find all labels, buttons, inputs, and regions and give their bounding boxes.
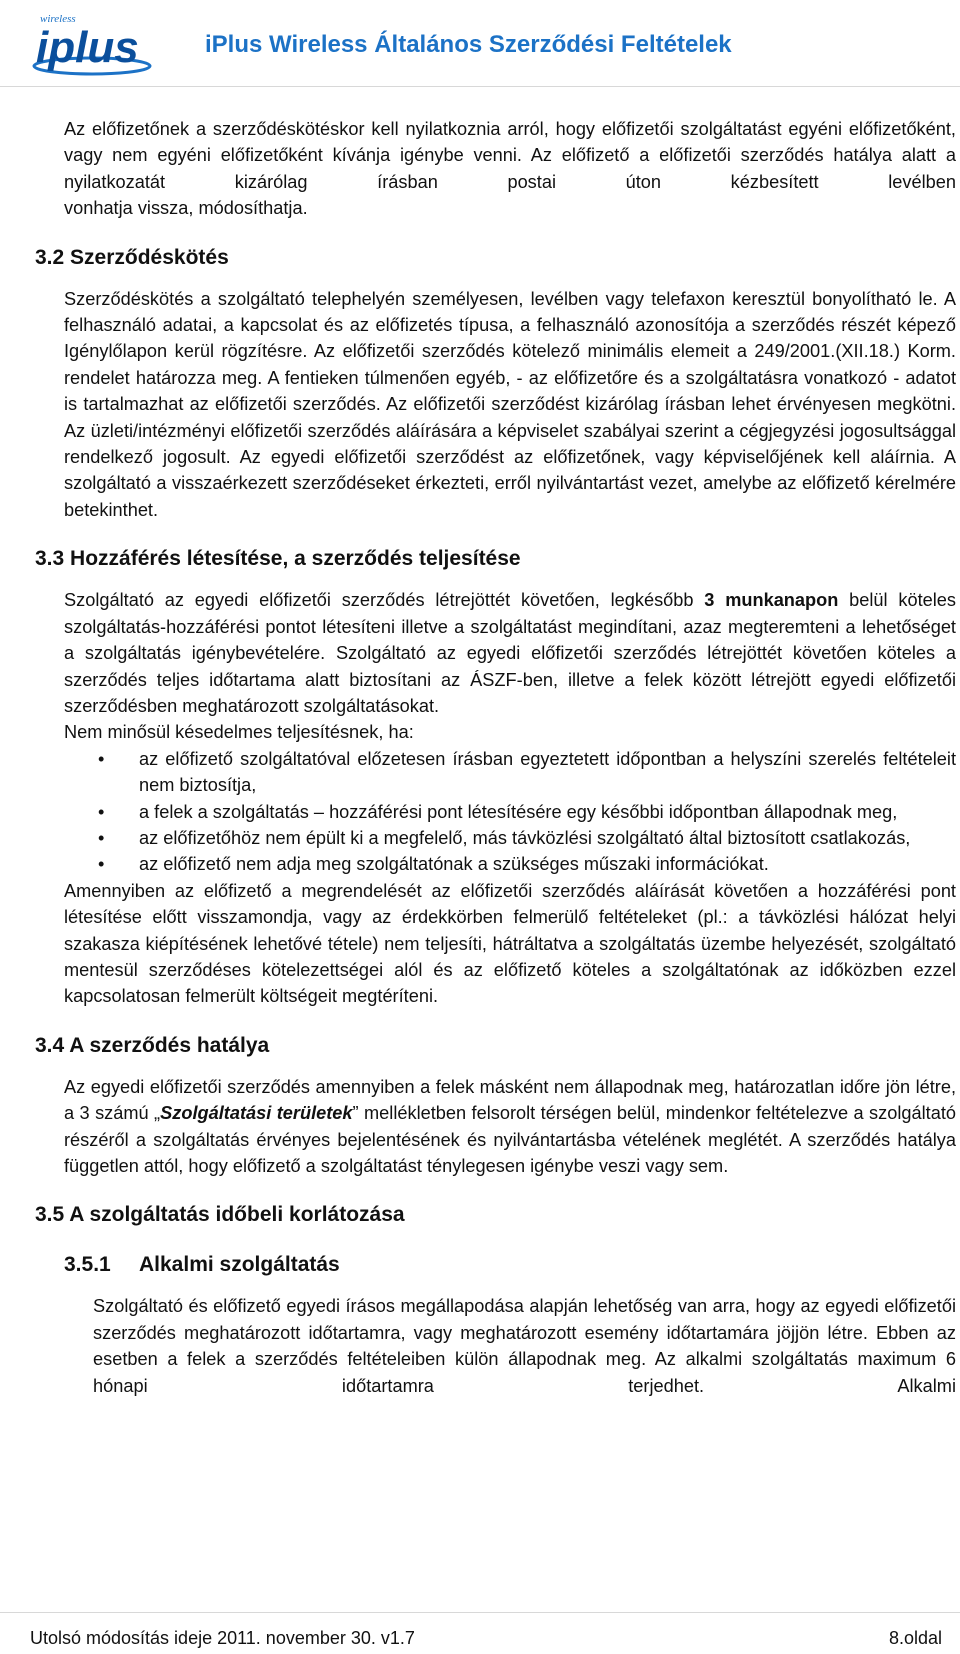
page-number: 8.oldal [888, 1628, 942, 1648]
document-title: iPlus Wireless Általános Szerződési Feltételek [205, 31, 732, 58]
list-item-text: a felek a szolgáltatás – hozzáférési pont létesítésére egy későbbi időpontban állapodnak meg, [139, 801, 898, 822]
list-item-text: az előfizetőhöz nem épült ki a megfelelő, más távközlési szolgáltató által biztosított csatlakozás, [139, 827, 911, 848]
heading-3-2: 3.2 Szerződéskötés [35, 245, 229, 269]
paragraph-3-3-a [64, 587, 956, 719]
list-lead: Nem minősül késedelmes teljesítésnek, ha: [64, 722, 414, 743]
bullet-icon: • [98, 801, 105, 822]
list-item-text: az előfizető nem adja meg szolgáltatónak a szükséges műszaki információkat. [139, 854, 769, 875]
heading-3-5: 3.5 A szolgáltatás időbeli korlátozása [35, 1203, 405, 1227]
paragraph-3-2: Szerződéskötés a szolgáltató telephelyén személyesen, levélben vagy telefaxon keresztül bonyolítható le. A felhasználó adatai, a kapcsolat és az előfizetés típusa, a felhasználó azonosítója a szerződés részét képező Igénylőlapon kerül rögzítésre. Az előfizetői szerződés kötelező minimális elemeit a 249/2001.(XII.18.) Korm. rendelet határozza meg. A fentieken túlmenően egyéb, - az előfizetőre és a szolgáltatásra vonatkozó - adatot is tartalmazhat az előfizetői szerződés. Az előfizetői szerződést kizárólag írásban lehet érvényesen megkötni. Az üzleti/intézményi előfizetői szerződés aláírására a képviselet szabályai szerint a cégjegyzési jogosultsággal rendelkező jogosult. Az egyedi előfizetői szerződést az előfizetőnek, vagy képviselőjének kell aláírnia. A szolgáltató a visszaérkezett szerződéseket érkezteti, erről nyilvántartást vezet, amelybe az előfizető kérelmére betekinthet. [64, 288, 956, 520]
iplus-logo [30, 8, 170, 78]
logo-tagline: wireless [40, 13, 76, 25]
intro-paragraph: Az előfizetőnek a szerződéskötéskor kell nyilatkoznia arról, hogy előfizetői szolgáltatást egyéni előfizetőként, vagy nem egyéni előfizetőként kívánja igénybe venni. Az előfizető a előfizetői szerződés hatálya alatt a nyilatkozatát kizárólag írásban postai úton kézbesített levélben [64, 119, 956, 192]
heading-3-4: 3.4 A szerződés hatálya [35, 1033, 270, 1057]
paragraph-3-4 [64, 1074, 956, 1180]
list-item-text: az előfizető szolgáltatóval előzetesen írásban egyeztetett időpontban a helyszíni szerelés feltételeit nem biztosítja, [139, 748, 956, 796]
bullet-icon: • [98, 854, 105, 875]
heading-3-3: 3.3 Hozzáférés létesítése, a szerződés teljesítése [35, 547, 521, 571]
text-span: ” mellékletben felsorolt térségen belül, mindenkor feltételezve a szolgáltató részéről a szolgáltatás érvényes bejelentésének és nyilvántartásba vételének meglétét. A szerződés hatálya független attól, hogy előfizető a szolgáltatást ténylegesen igénybe veszi vagy sem. [64, 1103, 957, 1176]
text-span: belül köteles szolgáltatás-hozzáférési pontot létesíteni illetve a szolgáltatást megindítani, azaz megteremteni a lehetőséget a szolgáltatás igénybevételére. Szolgáltató az egyedi előfizetői szerződés létrejöttét követően köteles a szerződés teljes időtartama alatt biztosítani az ÁSZF-ben, illetve a felek között létrejött egyedi előfizetői szerződésben meghatározott szolgáltatásokat. [64, 590, 956, 716]
heading-3-5-1 [64, 1251, 956, 1279]
document-body [35, 116, 957, 1399]
bullet-icon: • [98, 748, 105, 769]
subheading-number: 3.5.1 [64, 1253, 111, 1277]
annex-title: Szolgáltatási területek [160, 1103, 353, 1124]
text-span: Az egyedi előfizetői szerződés amennyiben a felek másként nem állapodnak meg, határozatlan időre jön létre, a 3 számú „ [64, 1076, 956, 1124]
list-item [64, 825, 956, 851]
footer-modified-date: Utolsó módosítás ideje 2011. november 30. v1.7 [30, 1628, 415, 1648]
paragraph-3-3-b: Amennyiben az előfizető a megrendelését az előfizetői szerződés aláírását követően a hozzáférési pont létesítése előtt visszamondja, vagy az érdekkörben felmerülő feltételeket (pl.: a távközlési hálózat helyi szakasza kiépítésének lehetővé tétele) nem teljesíti, hátráltatva a szolgáltatás üzembe helyezését, szolgáltató mentesül szerződéses kötelezettségei alól és az előfizető köteles a szolgáltatónak az időközben ezzel kapcsolatosan felmerült költségeit megtéríteni. [64, 880, 956, 1007]
deadline-bold: 3 munkanapon [704, 590, 839, 611]
bullet-icon: • [98, 827, 105, 848]
subheading-title: Alkalmi szolgáltatás [139, 1253, 340, 1277]
logo-wordmark: iplus [36, 23, 139, 72]
list-item [64, 799, 956, 825]
footer-divider [0, 1612, 960, 1613]
list-item [64, 746, 956, 799]
exception-list [64, 746, 956, 878]
intro-paragraph-end: vonhatja vissza, módosíthatja. [64, 198, 308, 219]
paragraph-3-5-1: Szolgáltató és előfizető egyedi írásos megállapodása alapján lehetőség van arra, hogy az egyedi előfizetői szerződés meghatározott időtartamra, vagy meghatározott esemény időtartamára jöjjön létre. Ebben az esetben a felek a szerződés feltételeiben külön állapodnak meg. Az alkalmi szolgáltatás maximum 6 hónapi időtartamra terjedhet. Alkalmi [93, 1296, 956, 1396]
list-item [64, 851, 956, 877]
text-span: Szolgáltató az egyedi előfizetői szerződés létrejöttét követően, legkésőbb [64, 590, 705, 611]
page-header [0, 0, 960, 87]
